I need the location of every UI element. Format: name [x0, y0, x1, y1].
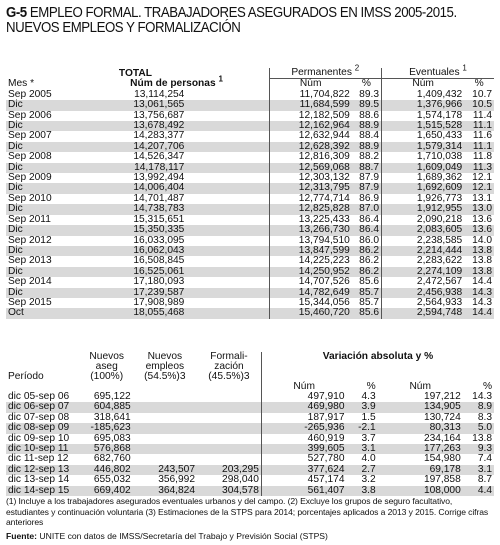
month-cell: Sep 2011 — [8, 213, 51, 225]
table-row — [6, 444, 494, 454]
event-num-cell: 1,912,955 — [382, 204, 465, 214]
month-cell: Sep 2015 — [8, 296, 52, 308]
formalization-cell: 304,578 — [197, 486, 261, 496]
formalizacion-header: Formali- zación (45.5%)3 — [208, 351, 250, 382]
event-pct-cell: 11.4 — [472, 109, 492, 121]
event-num-cell: 2,214,444 — [382, 246, 465, 256]
period-cell: dic 10-sep 11 — [6, 444, 81, 454]
event-num-cell: 1,710,038 — [382, 152, 465, 162]
event-num-cell: 1,409,432 — [382, 90, 465, 100]
event-pct-cell: 13.1 — [472, 192, 492, 204]
total-cell: 14,738,783 — [85, 204, 187, 214]
title-line2: NUEVOS EMPLEOS Y FORMALIZACIÓN — [6, 20, 241, 36]
perm-num-cell: 12,162,964 — [269, 121, 352, 131]
event-pct-cell: 14.0 — [472, 234, 492, 246]
perm-num-cell: 13,225,433 — [269, 215, 352, 225]
event-num-cell: 1,926,773 — [382, 194, 465, 204]
formalization-cell — [197, 413, 261, 423]
new-jobs-cell — [133, 444, 197, 454]
footnotes: (1) Incluye a los trabajadores asegurados eventuales urbanos y del campo. (2) Excluye los grupos de seguro facultativo, estudiantes y continuación voluntaria (3) Estimaciones de la STPS para 2014; porcentajes aplicados a 2013 y 2015. Corrige cifras anteriores — [6, 496, 489, 527]
month-cell: Dic — [6, 142, 85, 152]
spacer-cell — [186, 183, 269, 193]
var-event-num-cell: 134,905 — [378, 402, 463, 412]
perm-num-cell: 12,774,714 — [269, 194, 352, 204]
variation-table — [6, 352, 494, 496]
new-jobs-cell — [133, 413, 197, 423]
var-event-pct-cell: 5.0 — [463, 423, 494, 433]
new-jobs-cell: 243,507 — [133, 465, 197, 475]
total-cell: 17,180,093 — [133, 276, 185, 288]
spacer-cell — [186, 121, 269, 131]
perm-num-cell: 12,182,509 — [269, 111, 352, 121]
spacer-cell — [186, 111, 269, 121]
period-cell: dic 09-sep 10 — [8, 432, 70, 444]
perm-num-cell: 12,303,132 — [269, 173, 352, 183]
var-perm-pct-cell: 4.3 — [361, 391, 376, 402]
perm-pct-cell: 89.3 — [359, 88, 379, 100]
event-num-cell: 2,083,605 — [382, 225, 465, 235]
var-event-num-header: Núm — [409, 381, 431, 392]
total-cell: 14,283,377 — [133, 130, 185, 142]
perm-pct-cell: 86.2 — [359, 255, 379, 267]
var-perm-num-cell: 527,780 — [261, 454, 346, 464]
title-line1: EMPLEO FORMAL. TRABAJADORES ASEGURADOS EN IMSS 2005-2015. — [29, 5, 457, 21]
var-perm-num-header: Núm — [261, 382, 346, 392]
perm-num-cell: 14,782,649 — [269, 288, 352, 298]
period-cell: dic 08-sep 09 — [6, 423, 81, 433]
new-insured-cell: 682,760 — [93, 453, 131, 465]
period-cell: dic 14-sep 15 — [6, 486, 81, 496]
var-event-pct-cell: 3.1 — [463, 465, 494, 475]
total-cell: 14,526,347 — [133, 151, 185, 163]
new-jobs-cell — [133, 434, 197, 444]
perm-pct-cell: 87.0 — [352, 204, 382, 214]
table-row — [6, 413, 494, 423]
new-insured-cell: 576,868 — [81, 444, 133, 454]
total-cell: 14,178,117 — [85, 163, 187, 173]
month-cell: Dic — [6, 100, 85, 110]
spacer-cell — [186, 236, 269, 246]
event-pct-cell: 13.8 — [464, 267, 494, 277]
perm-num-cell: 14,250,952 — [269, 267, 352, 277]
month-cell: Dic — [6, 183, 85, 193]
perm-pct-cell: 88.2 — [359, 151, 379, 163]
event-pct-cell: 10.5 — [464, 100, 494, 110]
event-pct-cell: 11.1 — [464, 142, 494, 152]
var-event-pct-cell: 7.4 — [477, 453, 492, 465]
formalization-cell — [197, 423, 261, 433]
var-perm-pct-cell: 3.8 — [347, 486, 378, 496]
new-insured-cell: -185,623 — [81, 423, 133, 433]
event-num-cell: 1,579,314 — [382, 142, 465, 152]
perm-num-cell: 11,684,599 — [269, 100, 352, 110]
source-line: Fuente: UNITE con datos de IMSS/Secretaría del Trabajo y Previsión Social (STPS) — [6, 531, 328, 541]
new-insured-cell: 318,641 — [93, 411, 131, 423]
new-jobs-cell — [133, 423, 197, 433]
var-event-pct-cell: 4.4 — [463, 486, 494, 496]
var-perm-pct-cell: 3.7 — [361, 432, 376, 444]
event-pct-cell: 12.1 — [472, 172, 492, 184]
var-event-pct-cell: 14.3 — [472, 391, 492, 402]
formalization-cell — [197, 392, 261, 402]
var-event-pct-cell: 8.9 — [463, 402, 494, 412]
var-perm-pct-cell: 1.5 — [361, 411, 376, 423]
period-cell: dic 12-sep 13 — [6, 465, 81, 475]
var-perm-pct-cell: 3.9 — [347, 402, 378, 412]
total-cell: 18,055,468 — [85, 308, 187, 318]
new-insured-cell: 655,032 — [93, 474, 131, 486]
eventuales-header: Eventuales $^1$ — [382, 68, 495, 79]
perm-pct-cell: 86.2 — [352, 246, 382, 256]
perm-pct-cell: 85.7 — [359, 296, 379, 308]
event-pct-header: % — [474, 78, 484, 90]
var-perm-pct-cell: 3.1 — [347, 444, 378, 454]
total-cell: 17,239,587 — [85, 288, 187, 298]
formalization-cell: 203,295 — [197, 465, 261, 475]
total-cell: 16,062,043 — [85, 246, 187, 256]
month-cell: Dic — [6, 204, 85, 214]
total-cell: 13,756,687 — [133, 109, 185, 121]
event-pct-cell: 13.6 — [472, 213, 492, 225]
var-perm-pct-cell: 2.7 — [347, 465, 378, 475]
spacer-cell — [186, 225, 269, 235]
employment-table — [6, 63, 494, 319]
total-cell: 16,525,061 — [85, 267, 187, 277]
perm-num-cell: 12,632,944 — [269, 131, 352, 141]
var-perm-num-cell: 497,910 — [261, 392, 346, 402]
perm-pct-cell: 87.9 — [352, 183, 382, 193]
perm-num-cell: 14,707,526 — [269, 277, 352, 287]
var-perm-num-cell: -265,936 — [261, 423, 346, 433]
event-pct-cell: 13.8 — [464, 246, 494, 256]
var-event-num-cell: 234,164 — [423, 432, 461, 444]
var-event-num-cell: 108,000 — [378, 486, 463, 496]
perm-num-cell: 12,816,309 — [269, 152, 352, 162]
spacer-cell — [186, 256, 269, 266]
mes-header: Mes * — [8, 78, 35, 90]
period-cell: dic 13-sep 14 — [8, 474, 70, 486]
event-num-cell: 1,692,609 — [382, 183, 465, 193]
month-cell: Sep 2007 — [8, 130, 52, 142]
table-row — [6, 308, 494, 318]
event-num-cell: 2,564,933 — [382, 298, 465, 308]
month-cell: Sep 2010 — [8, 192, 52, 204]
month-cell: Dic — [6, 163, 85, 173]
event-pct-cell: 11.6 — [472, 130, 492, 142]
var-perm-pct-cell: 3.2 — [361, 474, 376, 486]
spacer-cell — [186, 204, 269, 214]
formalization-cell — [197, 434, 261, 444]
nuevos-empleos-header: Nuevos empleos (54.5%)3 — [144, 351, 186, 382]
title-number: G-5 — [6, 5, 27, 21]
perm-num-cell: 15,460,720 — [269, 308, 352, 318]
formalization-cell: 298,040 — [222, 474, 259, 486]
perm-pct-cell: 88.4 — [359, 130, 379, 142]
total-cell: 14,207,706 — [85, 142, 187, 152]
period-cell: dic 06-sep 07 — [6, 402, 81, 412]
var-event-pct-cell: 8.7 — [477, 474, 492, 486]
perm-pct-cell: 89.5 — [352, 100, 382, 110]
event-pct-cell: 14.4 — [464, 308, 494, 318]
spacer-cell — [186, 173, 269, 183]
perm-pct-header: % — [361, 78, 371, 90]
event-num-cell: 1,609,049 — [382, 163, 465, 173]
event-pct-cell: 14.3 — [472, 296, 492, 308]
month-cell: Sep 2014 — [8, 276, 52, 288]
event-pct-cell: 14.3 — [464, 288, 494, 298]
new-insured-cell: 695,083 — [93, 432, 131, 444]
event-num-header: Núm — [382, 79, 465, 90]
var-perm-num-cell: 377,624 — [261, 465, 346, 475]
page-title — [6, 6, 457, 36]
total-cell: 16,033,095 — [133, 234, 185, 246]
perm-pct-cell: 88.9 — [352, 121, 382, 131]
total-cell: 16,508,845 — [133, 255, 185, 267]
var-event-num-cell: 197,858 — [423, 474, 461, 486]
event-pct-cell: 10.7 — [472, 88, 492, 100]
perm-pct-cell: 86.2 — [352, 267, 382, 277]
spacer-cell — [186, 131, 269, 141]
perm-num-cell: 13,794,510 — [269, 236, 352, 246]
var-perm-num-cell: 460,919 — [261, 434, 346, 444]
periodo-header: Período — [8, 371, 44, 382]
new-insured-cell: 669,402 — [81, 486, 133, 496]
event-num-cell: 1,574,178 — [382, 111, 465, 121]
month-cell: Sep 2009 — [8, 172, 52, 184]
spacer-cell — [186, 152, 269, 162]
spacer-cell — [186, 298, 269, 308]
new-jobs-cell — [133, 402, 197, 412]
spacer-cell — [186, 163, 269, 173]
spacer-cell — [186, 277, 269, 287]
var-event-pct-cell: 13.8 — [472, 432, 492, 444]
formalization-cell — [197, 402, 261, 412]
event-pct-cell: 11.3 — [464, 163, 494, 173]
event-num-cell: 2,238,585 — [382, 236, 465, 246]
event-pct-cell: 13.0 — [464, 204, 494, 214]
total-header: TOTAL — [118, 67, 152, 79]
var-event-num-cell: 197,212 — [423, 391, 461, 402]
var-perm-num-cell: 561,407 — [261, 486, 346, 496]
month-cell: Sep 2012 — [8, 234, 52, 246]
spacer-cell — [186, 194, 269, 204]
permanentes-header: Permanentes $^2$ — [269, 68, 381, 79]
table-row — [6, 434, 494, 444]
new-jobs-cell: 364,824 — [133, 486, 197, 496]
perm-pct-cell: 88.9 — [352, 142, 382, 152]
var-perm-num-cell: 187,917 — [261, 413, 346, 423]
total-cell: 14,006,404 — [85, 183, 187, 193]
month-cell: Dic — [6, 225, 85, 235]
new-jobs-cell: 356,992 — [158, 474, 196, 486]
var-event-pct-cell: 8.3 — [477, 411, 492, 423]
perm-num-cell: 14,225,223 — [269, 256, 352, 266]
spacer-cell — [186, 246, 269, 256]
perm-pct-cell: 86.4 — [359, 213, 379, 225]
spacer-cell — [186, 267, 269, 277]
perm-num-cell: 13,266,730 — [269, 225, 352, 235]
event-pct-cell: 13.6 — [464, 225, 494, 235]
spacer-cell — [186, 100, 269, 110]
total-cell: 14,701,487 — [133, 192, 185, 204]
event-num-cell: 2,283,622 — [382, 256, 465, 266]
table-row — [6, 423, 494, 433]
perm-num-cell: 12,825,828 — [269, 204, 352, 214]
variacion-header: Variación absoluta y % — [261, 352, 494, 382]
perm-pct-cell: 87.9 — [359, 172, 379, 184]
month-cell: Dic — [6, 267, 85, 277]
month-cell: Sep 2005 — [8, 88, 52, 100]
perm-num-header: Núm — [269, 79, 352, 90]
var-perm-pct-header: % — [366, 381, 376, 392]
event-num-cell: 1,376,966 — [382, 100, 465, 110]
month-cell: Sep 2006 — [8, 109, 52, 121]
perm-pct-cell: 86.9 — [359, 192, 379, 204]
spacer-cell — [186, 308, 269, 318]
spacer-cell — [186, 215, 269, 225]
total-cell: 13,678,492 — [85, 121, 187, 131]
var-event-num-cell: 69,178 — [378, 465, 463, 475]
event-num-cell: 1,515,528 — [382, 121, 465, 131]
var-event-num-cell: 177,263 — [378, 444, 463, 454]
month-cell: Oct — [6, 308, 85, 318]
spacer-cell — [186, 142, 269, 152]
event-pct-cell: 11.1 — [464, 121, 494, 131]
period-cell: dic 05-sep 06 — [8, 391, 70, 402]
event-pct-cell: 11.8 — [472, 151, 492, 163]
perm-num-cell: 11,704,822 — [269, 90, 352, 100]
table-row — [6, 486, 494, 496]
var-event-num-cell: 80,313 — [378, 423, 463, 433]
total-cell: 13,114,254 — [134, 88, 185, 100]
total-cell: 15,350,335 — [85, 225, 187, 235]
perm-pct-cell: 88.6 — [359, 109, 379, 121]
event-num-cell: 2,472,567 — [382, 277, 465, 287]
total-cell: 17,908,989 — [133, 296, 185, 308]
event-pct-cell: 13.8 — [472, 255, 492, 267]
formalization-cell — [197, 444, 261, 454]
perm-pct-cell: 86.4 — [352, 225, 382, 235]
month-cell: Dic — [6, 121, 85, 131]
total-cell: 15,315,651 — [133, 213, 185, 225]
new-jobs-cell — [133, 392, 197, 402]
num-personas-header: Núm de personas $^1$ — [130, 75, 223, 90]
perm-pct-cell: 85.6 — [352, 308, 382, 318]
spacer-cell — [186, 288, 269, 298]
total-cell: 13,061,565 — [85, 100, 187, 110]
month-cell: Sep 2008 — [8, 151, 52, 163]
perm-pct-cell: 85.6 — [359, 276, 379, 288]
var-event-pct-header: % — [482, 381, 492, 392]
event-pct-cell: 14.4 — [472, 276, 492, 288]
perm-num-cell: 13,847,599 — [269, 246, 352, 256]
new-insured-cell: 604,885 — [81, 402, 133, 412]
event-num-cell: 2,594,748 — [382, 308, 465, 318]
var-event-pct-cell: 9.3 — [463, 444, 494, 454]
var-perm-num-cell: 457,174 — [261, 475, 346, 485]
table-row — [6, 277, 494, 287]
event-num-cell: 1,689,362 — [382, 173, 465, 183]
perm-num-cell: 12,628,392 — [269, 142, 352, 152]
table-row — [6, 392, 494, 402]
table-row — [6, 225, 494, 235]
var-event-num-cell: 154,980 — [423, 453, 461, 465]
event-num-cell: 1,650,433 — [382, 131, 465, 141]
month-cell: Sep 2013 — [8, 255, 52, 267]
var-perm-num-cell: 469,980 — [261, 402, 346, 412]
perm-num-cell: 15,344,056 — [269, 298, 352, 308]
perm-num-cell: 12,569,068 — [269, 163, 352, 173]
event-pct-cell: 12.1 — [464, 183, 494, 193]
event-num-cell: 2,090,218 — [382, 215, 465, 225]
total-cell: 13,992,494 — [133, 172, 185, 184]
perm-pct-cell: 86.0 — [359, 234, 379, 246]
var-event-num-cell: 130,724 — [423, 411, 461, 423]
period-cell: dic 11-sep 12 — [8, 453, 69, 465]
event-num-cell: 2,274,109 — [382, 267, 465, 277]
nuevos-aseg-header: Nuevos aseg (100%) — [89, 351, 124, 382]
var-perm-pct-cell: 4.0 — [361, 453, 376, 465]
spacer-cell — [186, 90, 269, 100]
var-perm-pct-cell: -2.1 — [347, 423, 378, 433]
perm-num-cell: 12,313,795 — [269, 183, 352, 193]
var-perm-num-cell: 399,605 — [261, 444, 346, 454]
month-cell: Dic — [6, 288, 85, 298]
month-cell: Dic — [6, 246, 85, 256]
new-insured-cell: 446,802 — [81, 465, 133, 475]
perm-pct-cell: 85.7 — [352, 288, 382, 298]
table-row — [6, 402, 494, 412]
perm-pct-cell: 88.7 — [352, 163, 382, 173]
new-insured-cell: 695,122 — [93, 391, 131, 402]
period-cell: dic 07-sep 08 — [8, 411, 70, 423]
event-num-cell: 2,456,938 — [382, 288, 465, 298]
